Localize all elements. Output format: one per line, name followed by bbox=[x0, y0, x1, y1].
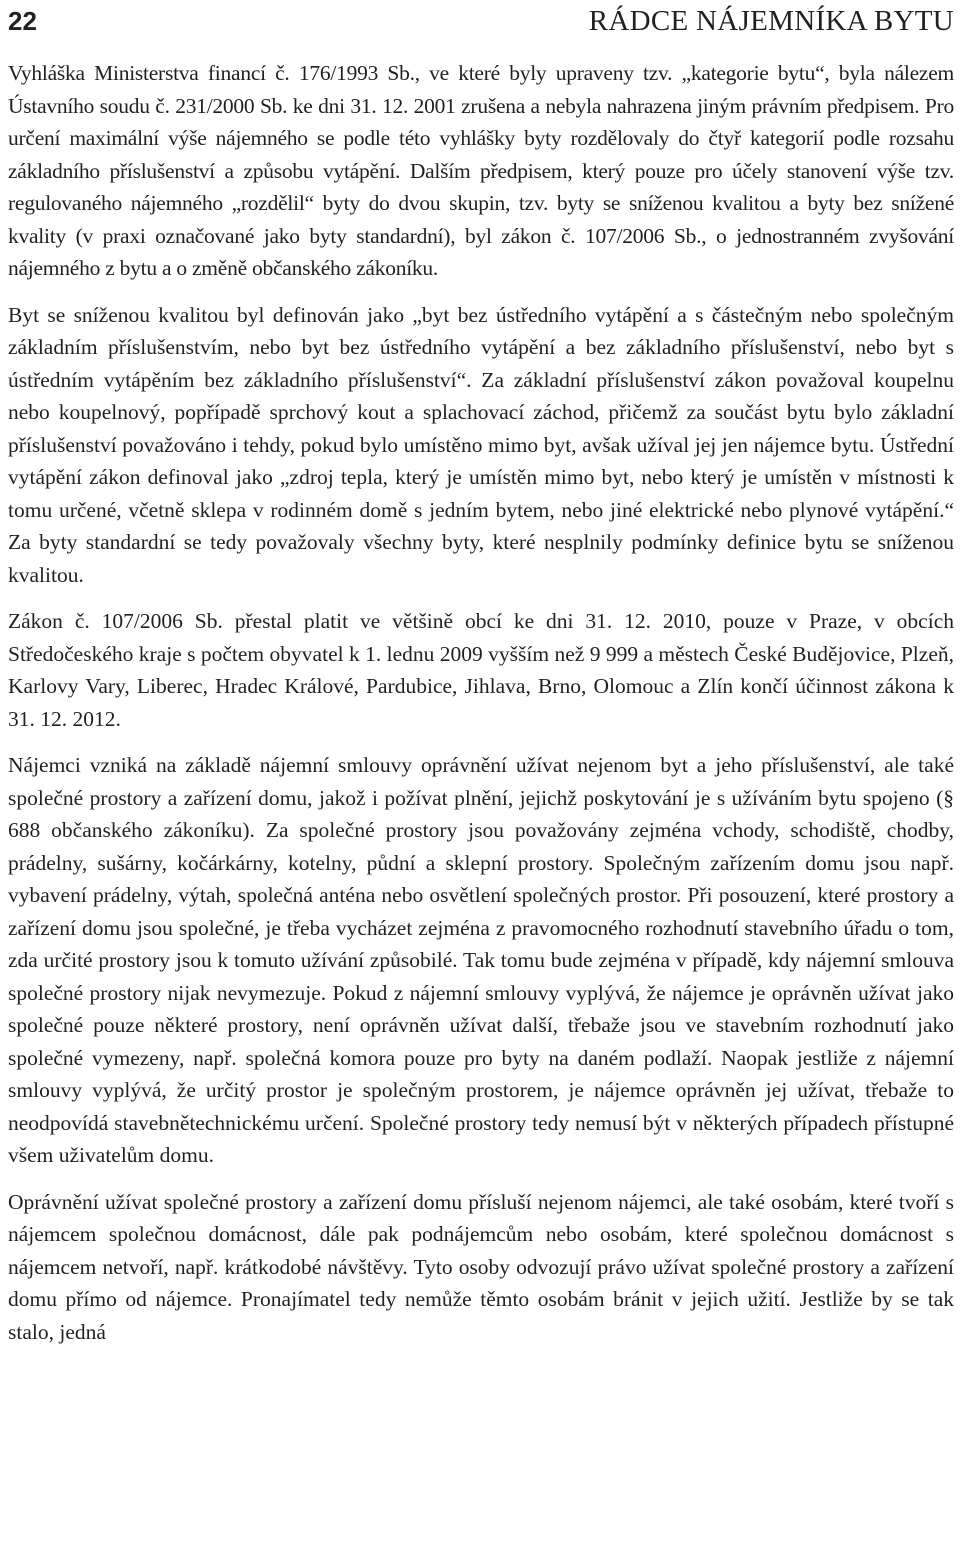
paragraph-kategorie-bytu: Vyhláška Ministerstva financí č. 176/1993 Sb., ve které byly upraveny tzv. „kategorie bytu“, byla nálezem Ústavního soudu č. 231/2000 Sb. ke dni 31. 12. 2001 zrušena a nebyla nahrazena jiným právním předpisem. Pro určení maximální výše nájemného se podle této vyhlášky byty rozdělovaly do čtyř kategorií podle rozsahu základního příslušenství a způsobu vytápění. Dalším předpisem, který pouze pro účely stanovení výše tzv. regulovaného nájemného „rozdělil“ byty do dvou skupin, tzv. byty se sníženou kvalitou a byty bez snížené kvality (v praxi označované jako byty standardní), byl zákon č. 107/2006 Sb., o jednostranném zvyšování nájemného z bytu a o změně občanského zákoníku. bbox=[8, 61, 954, 280]
paragraph-zakon-107-2006: Zákon č. 107/2006 Sb. přestal platit ve většině obcí ke dni 31. 12. 2010, pouze v Praze, v obcích Středočeského kraje s počtem obyvatel k 1. lednu 2009 vyšším než 9 999 a městech České Budějovice, Plzeň, Karlovy Vary, Liberec, Hradec Králové, Pardubice, Jihlava, Brno, Olomouc a Zlín končí účinnost zákona k 31. 12. 2012. bbox=[8, 609, 954, 731]
running-title: RÁDCE NÁJEMNÍKA BYTU bbox=[588, 5, 954, 37]
paragraph-byt-snizena-kvalita: Byt se sníženou kvalitou byl definován jako „byt bez ústředního vytápění a s částečným nebo společným základním příslušenstvím, nebo byt bez ústředního vytápění a bez základního příslušenství, nebo byt s ústředním vytápěním bez základního příslušenství“. Za základní příslušenství zákon považoval koupelnu nebo koupelnový, popřípadě sprchový kout a splachovací záchod, přičemž za součást bytu bylo základní příslušenství považováno i tehdy, pokud bylo umístěno mimo byt, avšak užíval jej jen nájemce bytu. Ústřední vytápění zákon definoval jako „zdroj tepla, který je umístěn mimo byt, nebo který je umístěn v místnosti k tomu určené, včetně sklepa v rodinném domě s jedním bytem, nebo jiné elektrické nebo plynové vytápění.“ Za byty standardní se tedy považovaly všechny byty, které nesplnily podmínky definice bytu se sníženou kvalitou. bbox=[8, 302, 954, 587]
page-body bbox=[8, 57, 954, 1362]
paragraph-spolecne-prostory: Nájemci vzniká na základě nájemní smlouvy oprávnění užívat nejenom byt a jeho příslušenství, ale také společné prostory a zařízení domu, jakož i požívat plnění, jejichž poskytování je s užíváním bytu spojeno (§ 688 občanského zákoníku). Za společné prostory jsou považovány zejména vchody, schodiště, chodby, prádelny, sušárny, kočárkárny, kotelny, půdní a sklepní prostory. Společným zařízením domu jsou např. vybavení prádelny, výtah, společná anténa nebo osvětlení společných prostor. Při posouzení, které prostory a zařízení domu jsou společné, je třeba vycházet zejména z pravomocného rozhodnutí stavebního úřadu o tom, zda určité prostory jsou k tomuto užívání způsobilé. Tak tomu bude zejména v případě, kdy nájemní smlouva společné prostory nijak nevymezuje. Pokud z nájemní smlouvy vyplývá, že nájemce je oprávněn užívat jako společné pouze některé prostory, není oprávněn užívat další, třebaže jsou ve stavebním rozhodnutí jako společné vymezeny, např. společná komora pouze pro byty na daném podlaží. Naopak jestliže z nájemní smlouvy vyplývá, že určitý prostor je společným prostorem, je nájemce oprávněn jej užívat, třebaže to neodpovídá stavebnětechnickému určení. Společné prostory tedy nemusí být v některých případech přístupné všem uživatelům domu. bbox=[8, 753, 954, 1167]
page-header bbox=[8, 0, 954, 50]
page-number: 22 bbox=[8, 6, 37, 36]
document-page bbox=[8, 0, 954, 1344]
paragraph-opravneni-uzivat: Oprávnění užívat společné prostory a zařízení domu přísluší nejenom nájemci, ale také osobám, které tvoří s nájemcem společnou domácnost, dále pak podnájemcům nebo osobám, které společnou domácnost s nájemcem netvoří, např. krátkodobé návštěvy. Tyto osoby odvozují právo užívat společné prostory a zařízení domu přímo od nájemce. Pronajímatel tedy nemůže těmto osobám bránit v jejich užití. Jestliže by se tak stalo, jedná bbox=[8, 1189, 954, 1344]
